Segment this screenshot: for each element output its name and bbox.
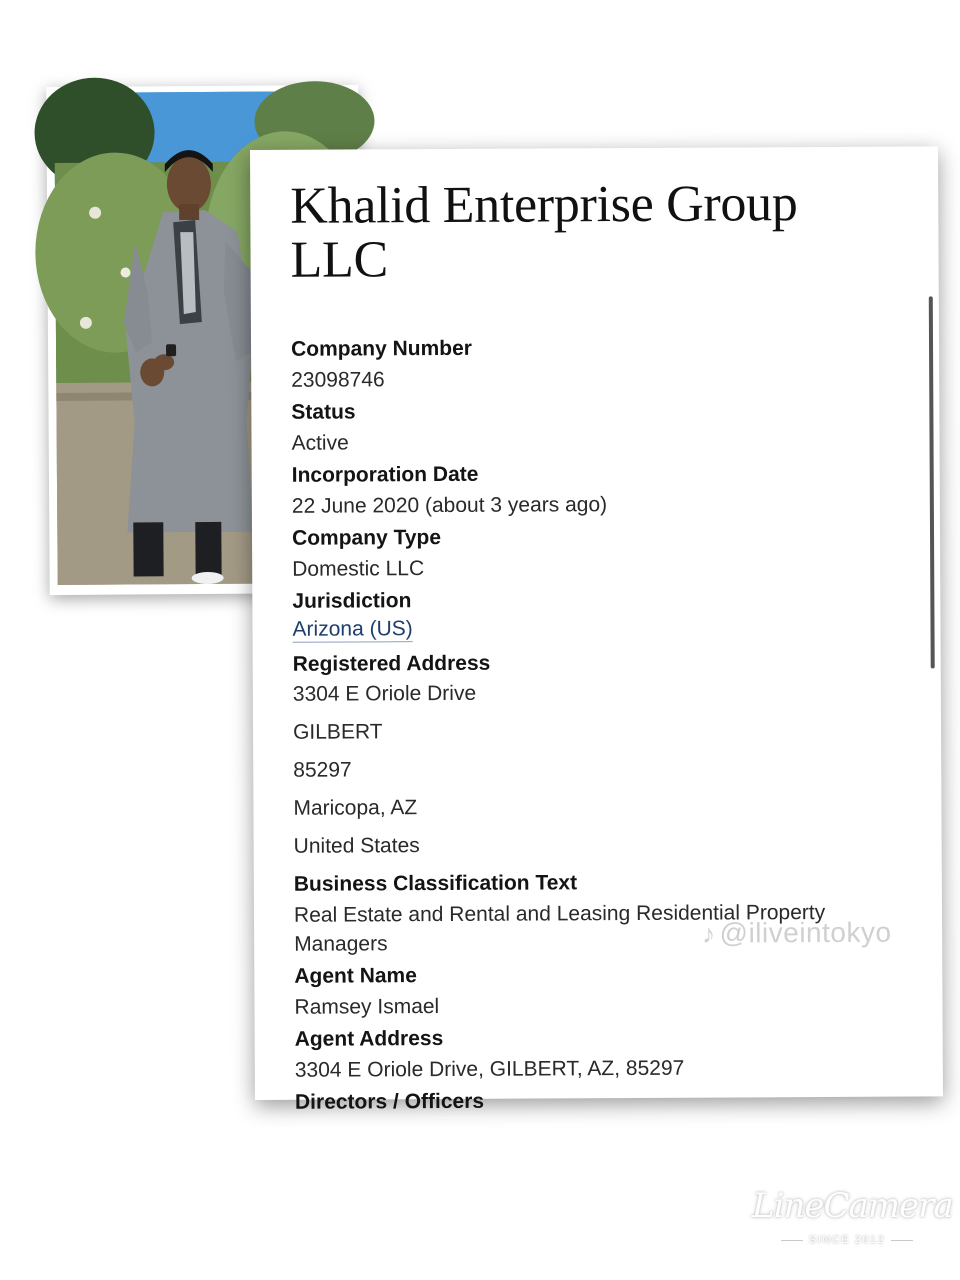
- field-label: Agent Address: [294, 1027, 444, 1051]
- jurisdiction-link[interactable]: Arizona (US): [292, 617, 413, 641]
- camera-app-logo: [752, 1186, 953, 1256]
- field-value: Active: [291, 431, 349, 455]
- address-line: Maricopa, AZ: [293, 796, 418, 820]
- scrollbar[interactable]: [929, 296, 935, 668]
- field-value: Real Estate and Rental and Leasing Residential Property Managers: [293, 900, 826, 956]
- field-value: 23098746: [291, 368, 385, 392]
- field-value: 3304 E Oriole Drive, GILBERT, AZ, 85297: [294, 1056, 685, 1082]
- field-label: Company Number: [290, 336, 472, 361]
- company-record-content: [290, 175, 905, 1114]
- field-label: Business Classification Text: [293, 871, 578, 896]
- address-line: 85297: [293, 758, 352, 782]
- camera-logo-text: LineCamera: [752, 1186, 953, 1226]
- field-label: Agent Name: [294, 964, 417, 988]
- field-incorporation-date: [292, 459, 902, 521]
- address-line: United States: [293, 834, 420, 858]
- camera-logo-since: SINCE 2012: [752, 1234, 942, 1246]
- field-agent-name: [294, 960, 904, 1022]
- field-label: Company Type: [291, 526, 442, 550]
- field-company-type: [292, 522, 902, 584]
- field-label: Status: [291, 400, 356, 424]
- field-label: Registered Address: [292, 651, 491, 676]
- address-line: GILBERT: [292, 720, 383, 744]
- field-registered-address: [293, 648, 904, 861]
- field-label: Incorporation Date: [291, 462, 479, 487]
- field-jurisdiction: [292, 585, 902, 651]
- field-company-number: [291, 333, 901, 395]
- field-label: Jurisdiction: [292, 589, 412, 613]
- address-line: 3304 E Oriole Drive: [292, 681, 477, 706]
- field-value: Domestic LLC: [292, 557, 425, 581]
- field-value: 22 June 2020 (about 3 years ago): [291, 493, 608, 518]
- field-label-cutoff: Directors / Officers: [294, 1089, 485, 1114]
- field-value: Ramsey Ismael: [294, 995, 440, 1019]
- company-name: Khalid Enterprise Group LLC: [290, 175, 798, 289]
- tiktok-note-icon: ♪: [702, 918, 716, 949]
- company-record-card: [250, 146, 943, 1114]
- field-status: [291, 396, 901, 458]
- tiktok-watermark: [702, 917, 892, 950]
- field-agent-address: [295, 1023, 905, 1085]
- tiktok-handle: @iliveintokyo: [719, 916, 892, 949]
